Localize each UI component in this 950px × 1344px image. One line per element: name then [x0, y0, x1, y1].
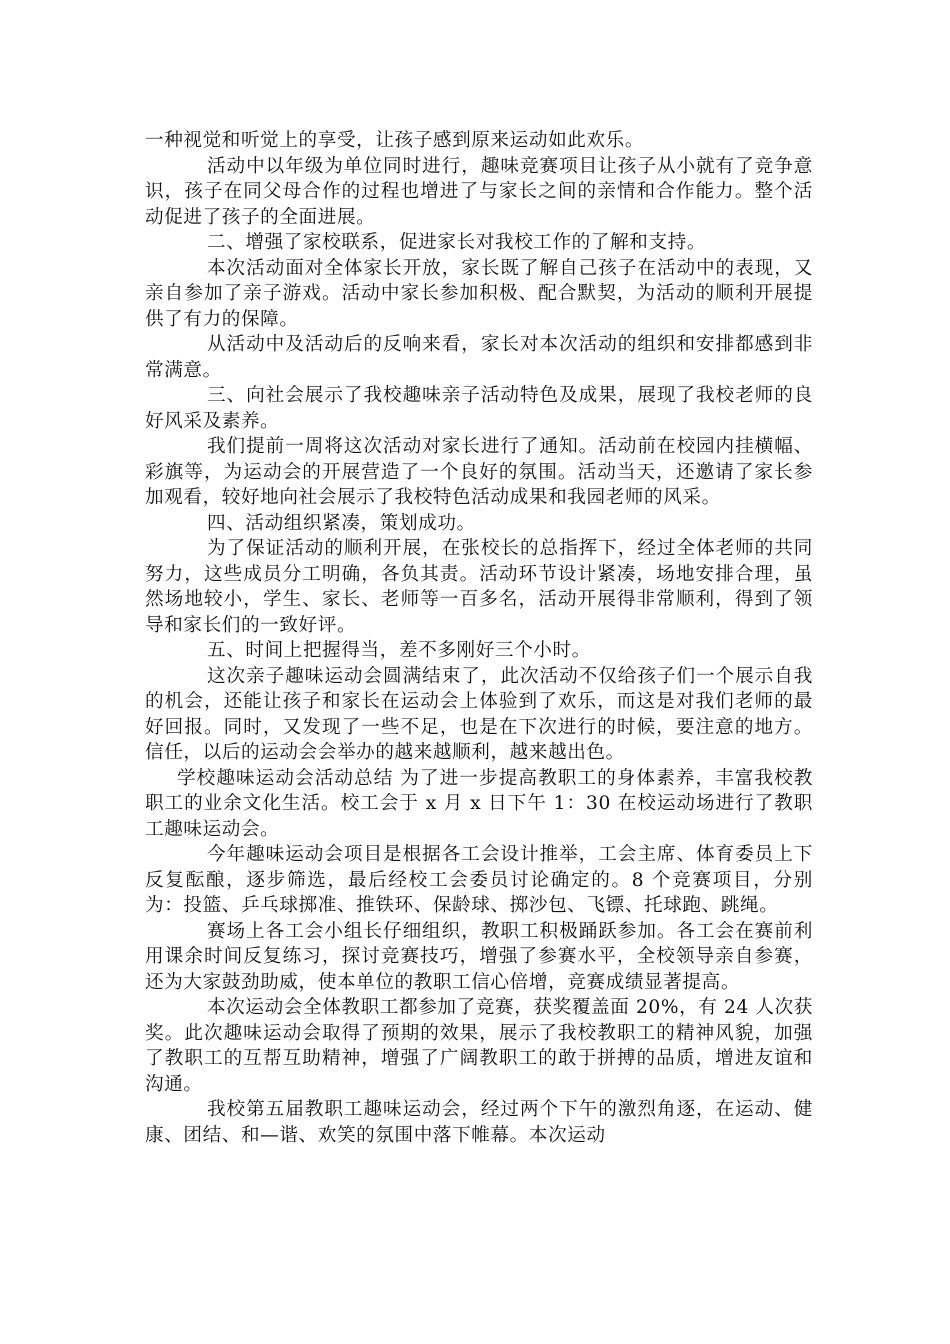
document-body [145, 128, 813, 1148]
section-heading-5: 五、时间上把握得当，差不多刚好三个小时。 [207, 640, 591, 661]
paragraph-8: 学校趣味运动会活动总结 为了进一步提高教职工的身体素养，丰富我校教职工的业余文化生活。校工会于 x 月 x 日下午 1：30 在校运动场进行了教职工趣味运动会。 [145, 767, 813, 840]
paragraph-12: 我校第五届教职工趣味运动会，经过两个下午的激烈角逐，在运动、健康、团结、和—谐、欢笑的氛围中落下帷幕。本次运动 [145, 1099, 813, 1146]
paragraph-11: 本次运动会全体教职工都参加了竞赛，获奖覆盖面 20%，有 24 人次获奖。此次趣味运动会取得了预期的效果，展示了我校教职工的精神风貌，加强了教职工的互帮互助精神，增强了广阔教职工的敢于拼搏的品质，增进友谊和沟通。 [145, 997, 813, 1095]
paragraph-5: 我们提前一周将这次活动对家长进行了通知。活动前在校园内挂横幅、彩旗等，为运动会的开展营造了一个良好的氛围。活动当天，还邀请了家长参加观看，较好地向社会展示了我校特色活动成果和我园老师的风采。 [145, 436, 813, 508]
section-heading-2: 二、增强了家校联系，促进家长对我校工作的了解和支持。 [207, 232, 707, 253]
paragraph-10: 赛场上各工会小组长仔细组织，教职工积极踊跃参加。各工会在赛前利用课余时间反复练习，探讨竞赛技巧，增强了参赛水平，全校领导亲自参赛，还为大家鼓劲助威，使本单位的教职工信心倍增，竞赛成绩显著提高。 [145, 920, 813, 993]
paragraph-2: 活动中以年级为单位同时进行，趣味竞赛项目让孩子从小就有了竞争意识，孩子在同父母合作的过程也增进了与家长之间的亲情和合作能力。整个活动促进了孩子的全面进展。 [145, 155, 813, 228]
paragraph-1: 一种视觉和听觉上的享受，让孩子感到原来运动如此欢乐。 [145, 130, 645, 151]
paragraph-7: 这次亲子趣味运动会圆满结束了，此次活动不仅给孩子们一个展示自我的机会，还能让孩子和家长在运动会上体验到了欢乐，而这是对我们老师的最好回报。同时，又发现了一些不足，也是在下次进行的时候，要注意的地方。信任，以后的运动会会举办的越来越顺利，越来越出色。 [145, 665, 813, 763]
paragraph-9: 今年趣味运动会项目是根据各工会设计推举，工会主席、体育委员上下反复酝酿，逐步筛选，最后经校工会委员讨论确定的。8 个竞赛项目，分别为：投篮、乒乓球掷准、推铁环、保龄球、掷沙包、飞镖、托球跑、跳绳。 [145, 844, 813, 916]
paragraph-6: 为了保证活动的顺利开展，在张校长的总指挥下，经过全体老师的共同努力，这些成员分工明确，各负其责。活动环节设计紧凑，场地安排合理，虽然场地较小，学生、家长、老师等一百多名，活动开展得非常顺利，得到了领导和家长们的一致好评。 [145, 538, 813, 636]
section-heading-3: 三、向社会展示了我校趣味亲子活动特色及成果，展现了我校老师的良好风采及素养。 [145, 385, 813, 432]
paragraph-4: 从活动中及活动后的反响来看，家长对本次活动的组织和安排都感到非常满意。 [145, 334, 813, 381]
section-heading-4: 四、活动组织紧凑，策划成功。 [207, 512, 476, 534]
paragraph-3: 本次活动面对全体家长开放，家长既了解自己孩子在活动中的表现，又亲自参加了亲子游戏。活动中家长参加积极、配合默契，为活动的顺利开展提供了有力的保障。 [145, 257, 813, 330]
